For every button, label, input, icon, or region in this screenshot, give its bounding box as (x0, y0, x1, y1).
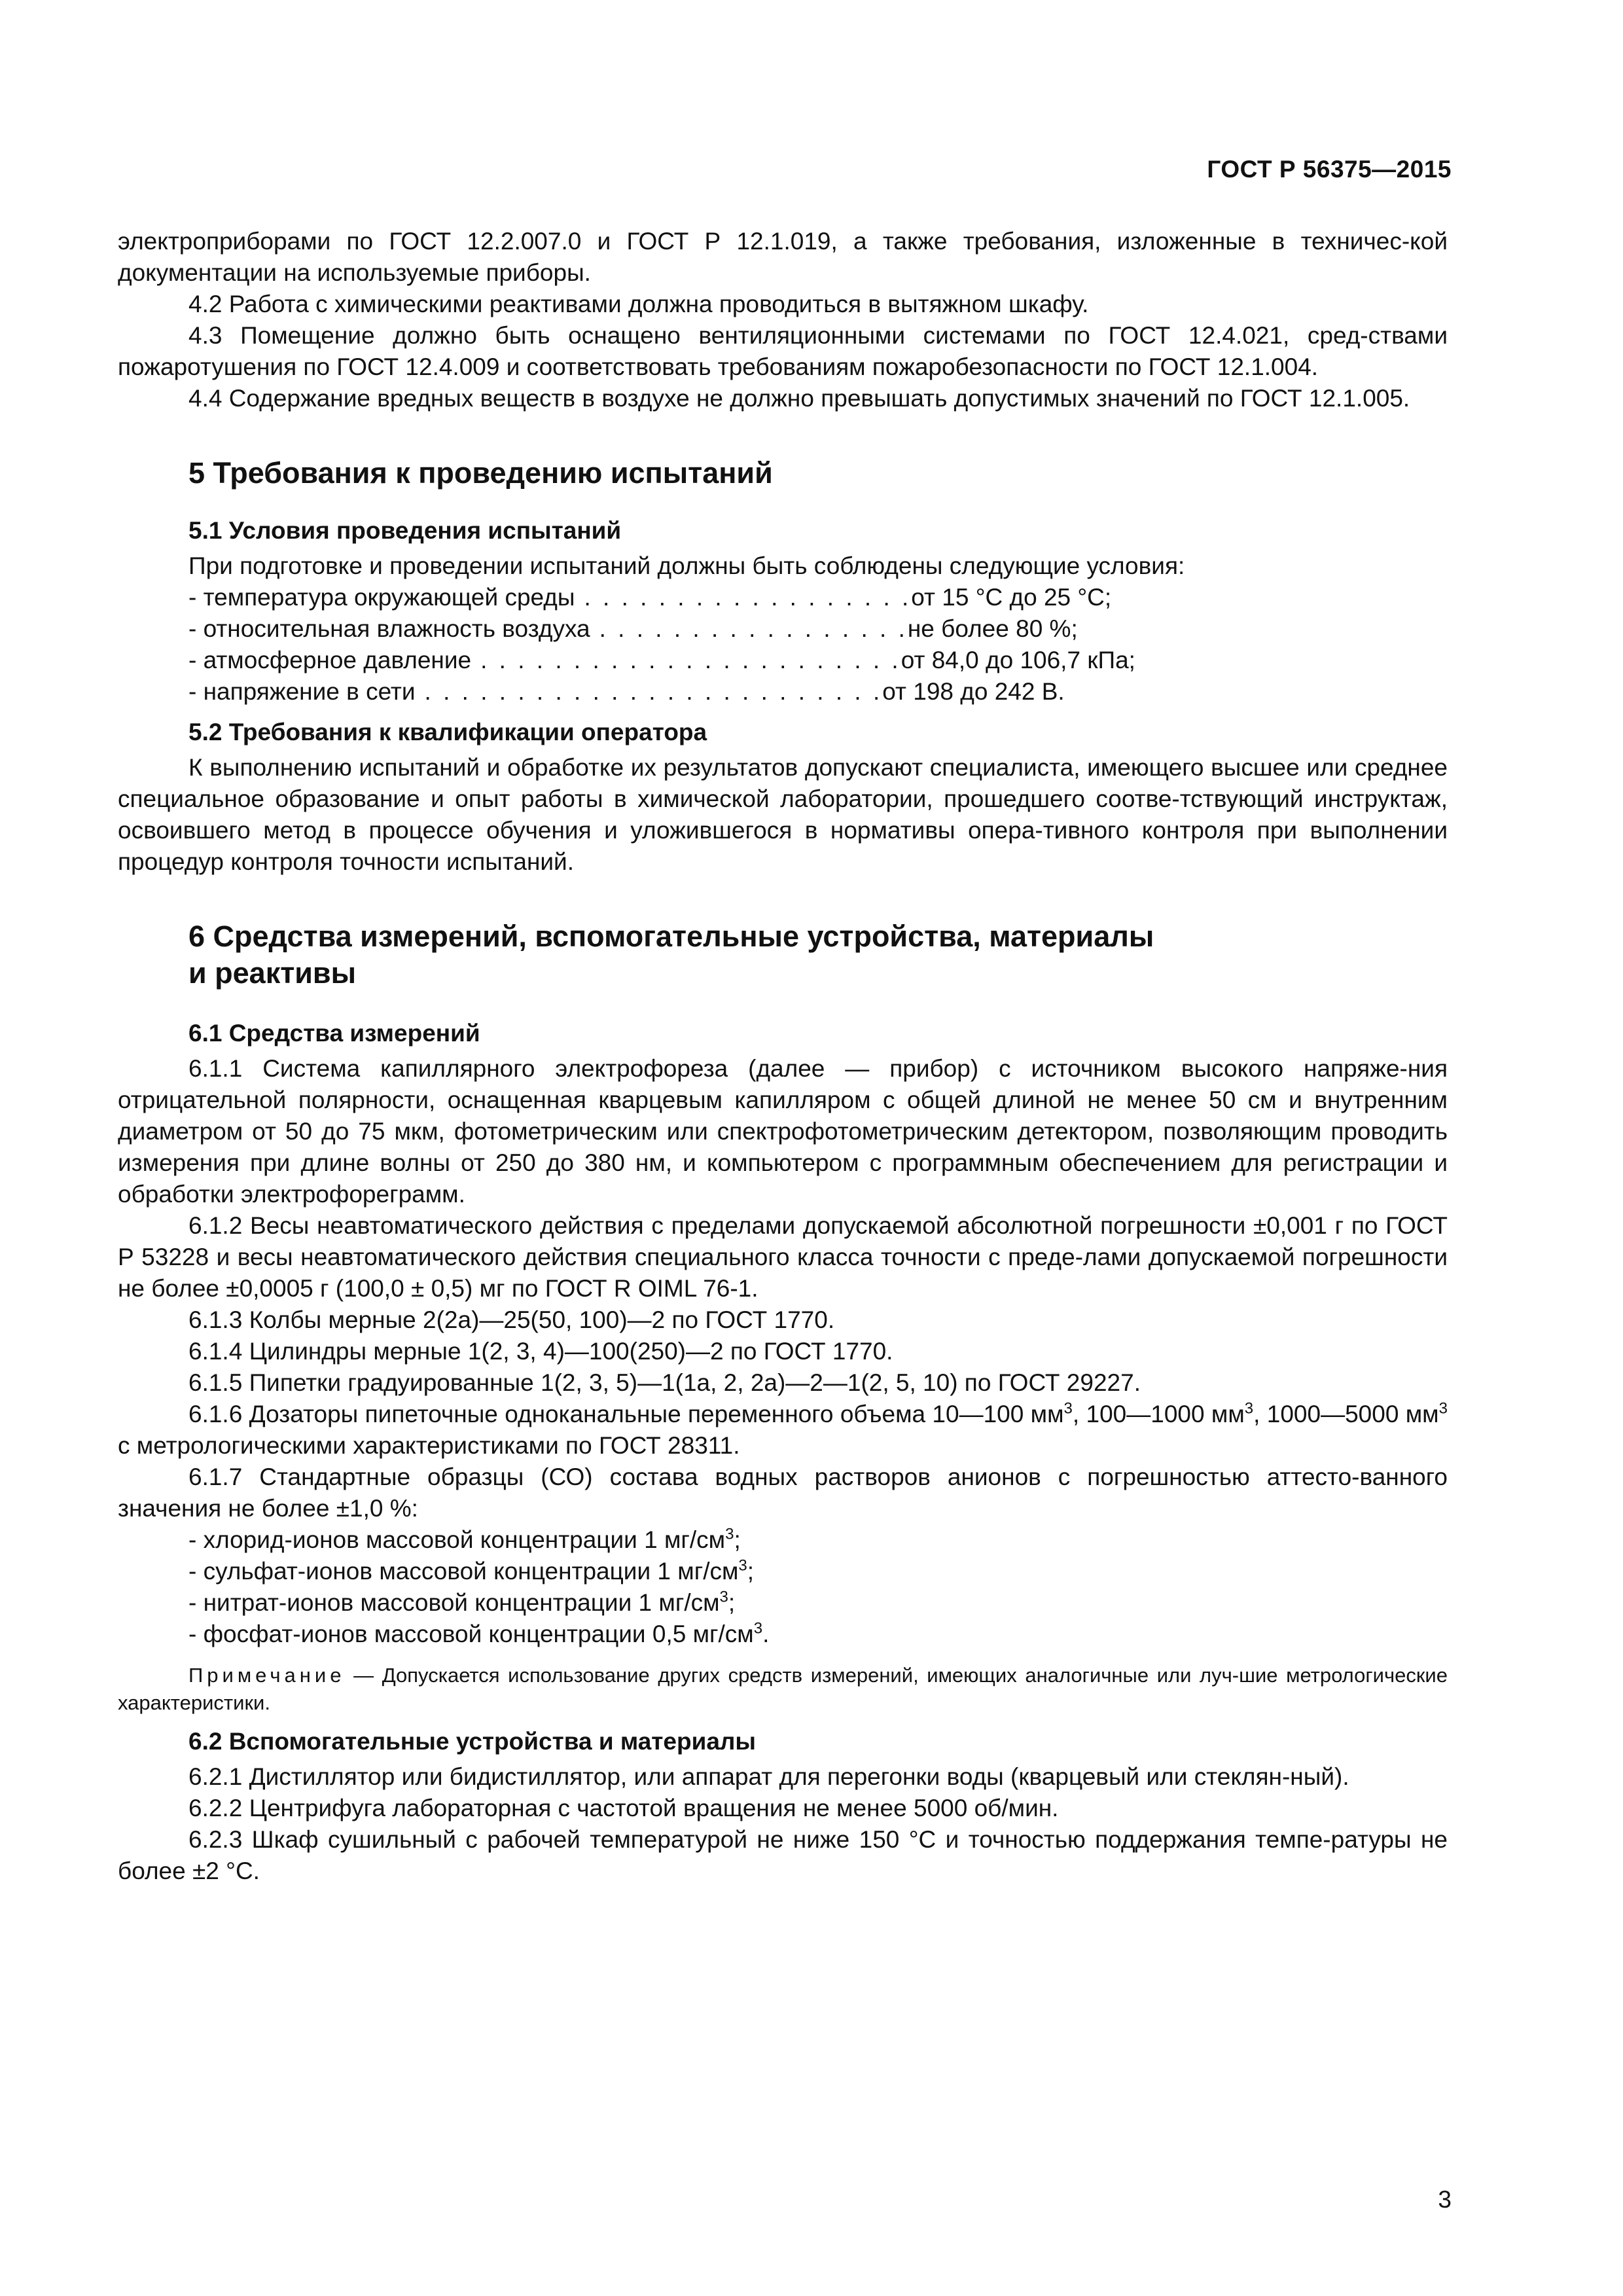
condition-row (118, 582, 1448, 613)
paragraph-4-4: 4.4 Содержание вредных веществ в воздухе не должно превышать допустимых значений по ГОСТ 12.1.005. (188, 385, 1410, 412)
section-6-title-line1: 6 Средства измерений, вспомогательные устройства, материалы (188, 920, 1154, 953)
subsection-6-2-title: 6.2 Вспомогательные устройства и материалы (188, 1728, 757, 1755)
section-5-title: 5 Требования к проведению испытаний (188, 456, 773, 490)
list-item-text: - фосфат-ионов массовой концентрации 0,5 мг/см (188, 1621, 754, 1647)
paragraph-6-1-3: 6.1.3 Колбы мерные 2(2а)—25(50, 100)—2 по ГОСТ 1770. (188, 1306, 835, 1333)
standard-code: ГОСТ Р 56375—2015 (1207, 156, 1452, 183)
list-item (118, 1556, 1448, 1587)
paragraph-6-1-7: 6.1.7 Стандартные образцы (СО) состава водных растворов анионов с погрешностью аттесто-ванного значения не более ±1,0 %: (118, 1463, 1448, 1522)
text-run: 6.1.6 Дозаторы пипеточные одноканальные переменного объема 10—100 мм (188, 1401, 1064, 1427)
list-item-end: ; (747, 1558, 755, 1585)
paragraph-4-2: 4.2 Работа с химическими реактивами должна проводиться в вытяжном шкафу. (188, 291, 1089, 317)
dot-leader: . . . . . . . . . . . . . . . . . . . . . . . (480, 647, 901, 673)
paragraph-6-1-1: 6.1.1 Система капиллярного электрофореза (далее — прибор) с источником высокого напряже-ния отрицательной полярности, оснащенная кварцевым капилляром с общей длиной не менее 50 см и внутренним диаметром от 50 до 75 мкм, фотометрическим или спектрофотометрическим детектором, позволяющим проводить измерения при длине волны от 250 до 380 нм, и компьютером с программным обеспечением для регистрации и обработки электрофореграмм. (118, 1055, 1448, 1208)
note-text: — Допускается использование других средств измерений, имеющих аналогичные или луч-шие метрологические характеристики. (118, 1664, 1448, 1714)
superscript: 3 (753, 1619, 763, 1638)
dot-leader: . . . . . . . . . . . . . . . . . . . . . . . . . (424, 678, 883, 705)
dot-leader: . . . . . . . . . . . . . . . . . . (584, 584, 912, 611)
list-item-end: ; (734, 1526, 741, 1553)
list-item (118, 1587, 1448, 1619)
list-item-text: - хлорид-ионов массовой концентрации 1 мг/см (188, 1526, 726, 1553)
superscript: 3 (1063, 1399, 1073, 1418)
note (118, 1662, 1448, 1717)
paragraph-6-2-1: 6.2.1 Дистиллятор или бидистиллятор, или аппарат для перегонки воды (кварцевый или стеклян-ный). (188, 1763, 1349, 1790)
list-item-text: - сульфат-ионов массовой концентрации 1 мг/см (188, 1558, 739, 1585)
subsection-6-1-title: 6.1 Средства измерений (188, 1020, 480, 1047)
condition-label: - напряжение в сети (188, 678, 416, 705)
paragraph-6-2-3: 6.2.3 Шкаф сушильный с рабочей температурой не ниже 150 °С и точностью поддержания темпе-ратуры не более ±2 °С. (118, 1826, 1448, 1884)
superscript: 3 (719, 1588, 728, 1606)
subsection-5-2-title: 5.2 Требования к квалификации оператора (188, 719, 707, 745)
paragraph-4-3: 4.3 Помещение должно быть оснащено вентиляционными системами по ГОСТ 12.4.021, сред-ствами пожаротушения по ГОСТ 12.4.009 и соответствовать требованиям пожаробезопасности по ГОСТ 12.1.004. (118, 322, 1448, 380)
condition-value: от 15 °С до 25 °С; (911, 584, 1112, 611)
conditions-lead: При подготовке и проведении испытаний должны быть соблюдены следующие условия: (188, 552, 1185, 579)
reference-materials-list (118, 1524, 1448, 1650)
superscript: 3 (738, 1556, 747, 1575)
dot-leader: . . . . . . . . . . . . . . . . . (599, 615, 908, 642)
paragraph-6-1-2: 6.1.2 Весы неавтоматического действия с пределами допускаемой абсолютной погрешности ±0,001 г по ГОСТ Р 53228 и весы неавтоматического действия специального класса точности с преде-лами допускаемой погрешности не более ±0,0005 г (100,0 ± 0,5) мг по ГОСТ R OIML 76-1. (118, 1212, 1448, 1302)
list-item (118, 1619, 1448, 1650)
list-item-end: ; (728, 1589, 736, 1616)
section-6-title (118, 918, 1448, 992)
list-item-end: . (762, 1621, 770, 1647)
subsection-5-1-title: 5.1 Условия проведения испытаний (188, 517, 622, 544)
condition-label: - атмосферное давление (188, 647, 472, 673)
condition-row (118, 676, 1448, 708)
list-item (118, 1524, 1448, 1556)
text-run: , 1000—5000 мм (1253, 1401, 1439, 1427)
paragraph-intro-continuation: электроприборами по ГОСТ 12.2.007.0 и ГОСТ Р 12.1.019, а также требования, изложенные в техничес-кой документации на используемые приборы. (118, 228, 1448, 286)
paragraph-6-1-4: 6.1.4 Цилиндры мерные 1(2, 3, 4)—100(250)—2 по ГОСТ 1770. (188, 1338, 893, 1365)
paragraph-5-2: К выполнению испытаний и обработке их результатов допускают специалиста, имеющего высшее или среднее специальное образование и опыт работы в химической лаборатории, прошедшего соотве-тствующий инструктаж, освоившего метод в процессе обучения и уложившегося в нормативы опера-тивного контроля при выполнении процедур контроля точности испытаний. (118, 754, 1448, 875)
condition-label: - температура окружающей среды (188, 584, 575, 611)
condition-value: не более 80 %; (907, 615, 1078, 642)
condition-value: от 84,0 до 106,7 кПа; (901, 647, 1135, 673)
condition-label: - относительная влажность воздуха (188, 615, 590, 642)
page-content (118, 226, 1448, 1887)
paragraph-6-1-6 (118, 1399, 1448, 1462)
superscript: 3 (1244, 1399, 1254, 1418)
condition-row (118, 613, 1448, 645)
paragraph-6-2-2: 6.2.2 Центрифуга лабораторная с частотой вращения не менее 5000 об/мин. (188, 1795, 1059, 1821)
text-run: с метрологическими характеристиками по ГОСТ 28311. (118, 1432, 740, 1459)
superscript: 3 (1438, 1399, 1448, 1418)
superscript: 3 (725, 1525, 734, 1543)
text-run: , 100—1000 мм (1072, 1401, 1245, 1427)
paragraph-6-1-5: 6.1.5 Пипетки градуированные 1(2, 3, 5)—1(1а, 2, 2а)—2—1(2, 5, 10) по ГОСТ 29227. (188, 1369, 1141, 1396)
condition-row (118, 645, 1448, 676)
condition-value: от 198 до 242 В. (882, 678, 1065, 705)
page-number: 3 (1438, 2186, 1452, 2213)
conditions-list (118, 582, 1448, 708)
note-label: Примечание (188, 1664, 346, 1687)
list-item-text: - нитрат-ионов массовой концентрации 1 мг/см (188, 1589, 720, 1616)
section-6-title-line2: и реактивы (188, 956, 357, 990)
